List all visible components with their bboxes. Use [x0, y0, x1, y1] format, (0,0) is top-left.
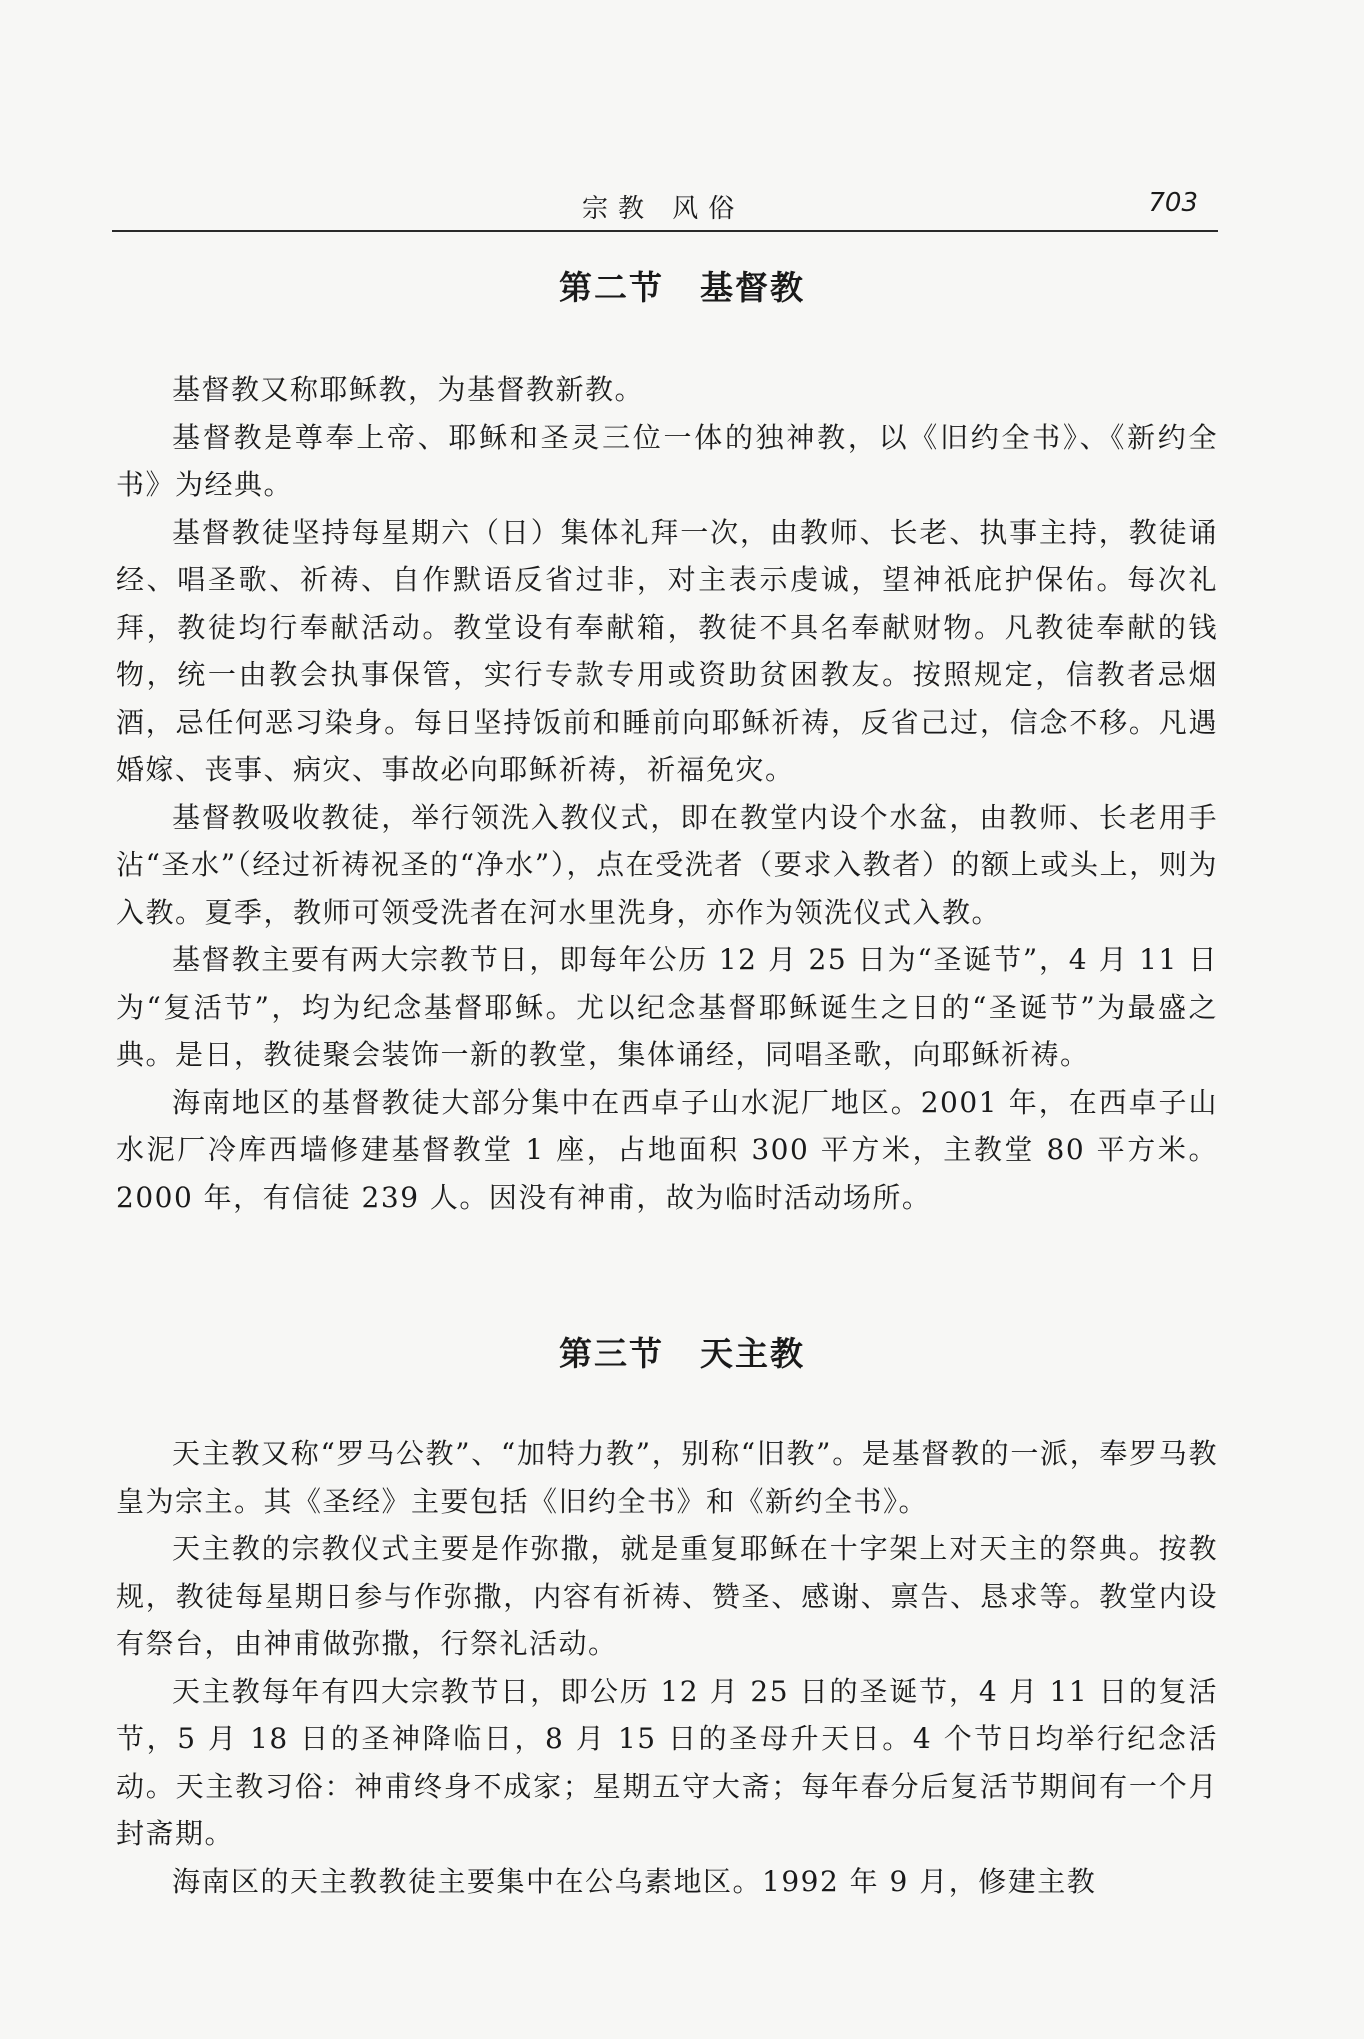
- section-title: 天主教: [700, 1334, 805, 1373]
- paragraph: 基督教是尊奉上帝、耶稣和圣灵三位一体的独神教，以《旧约全书》、《新约全书》为经典。: [116, 420, 1218, 501]
- paragraph: 海南地区的基督教徒大部分集中在西卓子山水泥厂地区。2001 年，在西卓子山水泥厂冷库西墙修建基督教堂 1 座，占地面积 300 平方米，主教堂 80 平方米。2000 年，有信徒 239 人。因没有神甫，故为临时活动场所。: [116, 1085, 1218, 1214]
- section-body-christianity: [116, 366, 1218, 1221]
- page-header: [112, 182, 1218, 232]
- paragraph: 基督教徒坚持每星期六（日）集体礼拜一次，由教师、长老、执事主持，教徒诵经、唱圣歌、祈祷、自作默语反省过非，对主表示虔诚，望神祇庇护保佑。每次礼拜，教徒均行奉献活动。教堂设有奉献箱，教徒不具名奉献财物。凡教徒奉献的钱物，统一由教会执事保管，实行专款专用或资助贫困教友。按照规定，信教者忌烟酒，忌任何恶习染身。每日坚持饭前和睡前向耶稣祈祷，反省己过，信念不移。凡遇婚嫁、丧事、病灾、事故必向耶稣祈祷，祈福免灾。: [116, 515, 1218, 786]
- section-number: 第三节: [559, 1334, 664, 1373]
- paragraph: 天主教每年有四大宗教节日，即公历 12 月 25 日的圣诞节，4 月 11 日的复活节，5 月 18 日的圣神降临日，8 月 15 日的圣母升天日。4 个节日均举行纪念活动。天主教习俗：神甫终身不成家；星期五守大斋；每年春分后复活节期间有一个月封斋期。: [116, 1674, 1218, 1850]
- section-heading-christianity: [0, 262, 1364, 309]
- section-number: 第二节: [559, 268, 664, 307]
- running-title: 宗教 风俗: [582, 194, 745, 224]
- paragraph: 基督教主要有两大宗教节日，即每年公历 12 月 25 日为“圣诞节”，4 月 11 日为“复活节”，均为纪念基督耶稣。尤以纪念基督耶稣诞生之日的“圣诞节”为最盛之典。是日，教徒聚会装饰一新的教堂，集体诵经，同唱圣歌，向耶稣祈祷。: [116, 943, 1218, 1071]
- paragraph: 基督教又称耶稣教，为基督教新教。: [172, 373, 645, 406]
- paragraph: 基督教吸收教徒，举行领洗入教仪式，即在教堂内设个水盆，由教师、长老用手沾“圣水”（经过祈祷祝圣的“净水”），点在受洗者（要求入教者）的额上或头上，则为入教。夏季，教师可领受洗者在河水里洗身，亦作为领洗仪式入教。: [116, 800, 1218, 929]
- page-number: 703: [1148, 188, 1198, 218]
- paragraph: 天主教的宗教仪式主要是作弥撒，就是重复耶稣在十字架上对天主的祭典。按教规，教徒每星期日参与作弥撒，内容有祈祷、赞圣、感谢、禀告、恳求等。教堂内设有祭台，由神甫做弥撒，行祭礼活动。: [116, 1532, 1218, 1660]
- paragraph: 天主教又称“罗马公教”、“加特力教”，别称“旧教”。是基督教的一派，奉罗马教皇为宗主。其《圣经》主要包括《旧约全书》和《新约全书》。: [116, 1437, 1218, 1518]
- section-body-catholicism: [116, 1430, 1218, 1905]
- section-heading-catholicism: [0, 1328, 1364, 1375]
- paragraph: 海南区的天主教教徒主要集中在公乌素地区。1992 年 9 月，修建主教: [172, 1864, 1097, 1898]
- section-title: 基督教: [700, 268, 805, 307]
